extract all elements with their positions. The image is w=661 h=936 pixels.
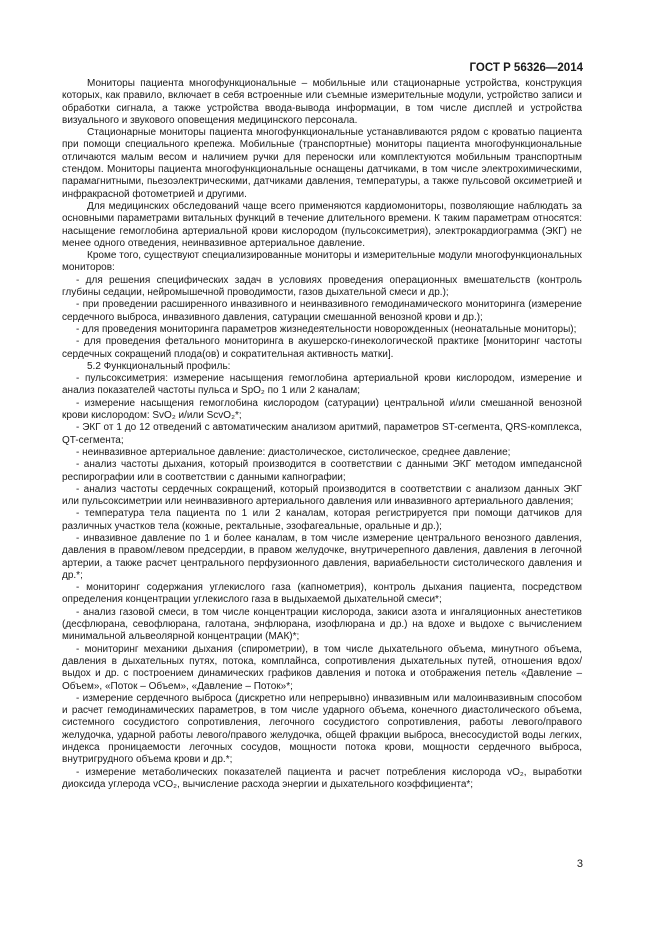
paragraph: Стационарные мониторы пациента многофункциональные устанавливаются рядом с кроватью пациента при помощи специального крепежа. Мобильные (транспортные) мониторы пациента многофункциональные отличаются малым весом и наличием ручки для переноски или комплектуются мобильным транспортным стендом. Мониторы пациента многофункциональные оснащены датчиками, в том числе электрохимическими, парамагнитными, пьезоэлектрическими, датчиками давления, температуры, а также пульсовой оксиметрией и инфракрасной фотометрией и другими. [62,127,582,200]
list-item: - для проведения мониторинга параметров жизнедеятельности новорожденных (неонатальные мониторы); [76,323,577,335]
list-item: - при проведении расширенного инвазивного и неинвазивного гемодинамического мониторинга (измерение сердечного выброса, инвазивного давления, сатурации смешанной венозной крови и др.); [62,299,582,323]
list-item: - анализ частоты сердечных сокращений, который производится в соответствии с анализом данных ЭКГ или пульсоксиметрии или неинвазивного артериального давления или инвазивного артериального давления; [62,483,582,508]
list-item: - температура тела пациента по 1 или 2 каналам, которая регистрируется при помощи датчиков для различных участков тела (кожные, ректальные, эзофагеальные, оральные и др.); [62,508,582,532]
list-item: - анализ газовой смеси, в том числе концентрации кислорода, закиси азота и ингаляционных анестетиков (десфлюрана, севофлюрана, галотана, энфлюрана, изофлюрана и др.) на вдохе и выдохе с вычислением минимальной альвеолярной концентрации (МАК)*; [62,606,582,643]
list-item: - пульсоксиметрия: измерение насыщения гемоглобина артериальной крови кислородом, измерение и анализ показателей частоты пульса и SpO₂ по 1 или 2 каналам; [62,373,582,397]
paragraph: Мониторы пациента многофункциональные – мобильные или стационарные устройства, конструкция которых, как правило, включает в себя встроенные или съемные измерительные модули, устройство записи и обработки сигнала, а также устройства ввода-вывода информации, в том числе дисплей и устройства визуального и звукового оповещения медицинского персонала. [62,78,582,126]
list-item: - неинвазивное артериальное давление: диастолическое, систолическое, среднее давление; [76,446,511,458]
list-item: - ЭКГ от 1 до 12 отведений с автоматическим анализом аритмий, параметров ST-сегмента, QRS-комплекса, QT-сегмента; [62,422,582,446]
list-item: - мониторинг механики дыхания (спирометрии), в том числе дыхательного объема, минутного объема, давления в дыхательных путях, потока, комплайнса, сопротивления дыхательных путей, отношения вдох/выдох и др. с построением динамических графиков давления и потока и отображения петель «Давление – Объем», «Поток – Объем», «Давление – Поток»*; [62,643,582,692]
list-item: - для проведения фетального мониторинга в акушерско-гинекологической практике [мониторинг частоты сердечных сокращений плода(ов) и сократительная активность матки]. [62,336,582,360]
list-item: - измерение насыщения гемоглобина кислородом (сатурации) центральной и/или смешанной венозной крови кислородом: SvO₂ и/или ScvO₂*; [62,397,582,422]
document-body [62,78,582,791]
paragraph: Кроме того, существуют специализированные мониторы и измерительные модули многофункциональных мониторов: [62,250,582,274]
list-item: - анализ частоты дыхания, который производится в соответствии с данными ЭКГ методом импедансной респирографии или в соответствии с данными капнографии; [62,459,582,483]
section-heading: 5.2 Функциональный профиль: [87,360,231,372]
list-item: - измерение метаболических показателей пациента и расчет потребления кислорода vO₂, выработки диоксида углерода vCO₂, вычисление расхода энергии и дыхательного коэффициента*; [62,766,582,790]
list-item: - инвазивное давление по 1 и более каналам, в том числе измерение центрального венозного давления, давления в правом/левом предсердии, в правом желудочке, внутричерепного давления, давления в легочной артерии, а также расчет центрального перфузионного давления, вариабельности систолического давления и др.*; [62,532,582,581]
list-item: - мониторинг содержания углекислого газа (капнометрия), контроль дыхания пациента, посредством определения концентрации углекислого газа в выдыхаемой дыхательной смеси*; [62,582,582,606]
paragraph: Для медицинских обследований чаще всего применяются кардиомониторы, позволяющие наблюдать за основными параметрами витальных функций в течение длительного времени. К таким параметрам относятся: насыщение гемоглобина артериальной крови кислородом (пульсоксиметрия), электрокардиограмма (ЭКГ) не менее одного отведения, неинвазивное артериальное давление. [62,200,582,249]
list-item: - измерение сердечного выброса (дискретно или непрерывно) инвазивным или малоинвазивным способом и расчет гемодинамических параметров, в том числе ударного объема, конечного диастолического объема, системного сосудистого сопротивления, легочного сосудистого сопротивления, работы левого/правого желудочка, ударной работы левого/правого желудочка, общей фракции выброса, внесосудистой воды легких, индекса проницаемости легочных сосудов, мощности потока крови, мощности сердечного выброса, внутригрудного объема крови и др.*; [62,692,582,766]
page-number: 3 [576,858,583,870]
standard-code-header: ГОСТ Р 56326—2014 [469,62,583,74]
list-item: - для решения специфических задач в условиях проведения операционных вмешательств (контроль глубины седации, нейромышечной проводимости, газов дыхательной смеси и др.); [62,274,582,299]
